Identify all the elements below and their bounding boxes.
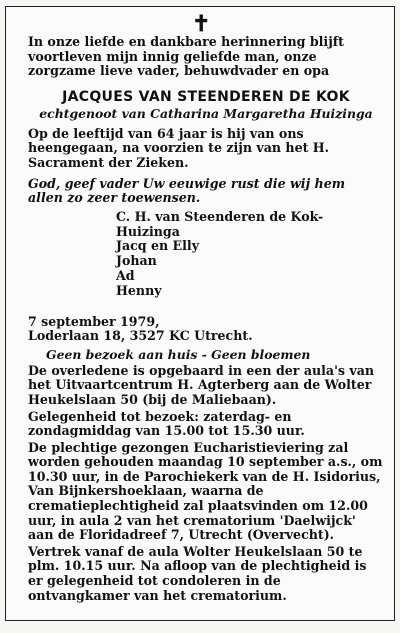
family-member: Henny [116, 282, 162, 298]
spouse-line: echtgenoot van Catharina Margaretha Huizinga [39, 105, 373, 121]
family-member: C. H. van Steenderen de Kok-Huizinga [116, 208, 324, 239]
cross-icon: ✝ [192, 11, 211, 37]
visit-paragraph: Gelegenheid tot bezoek: zaterdag- en zondagmiddag van 15.00 tot 15.30 uur. [28, 408, 305, 439]
laid-out-paragraph: De overledene is opgebaard in een der aula's van het Uitvaartcentrum H. Agterberg aan de Wolter Heukelslaan 50 (bij de Maliebaan). [28, 362, 375, 407]
family-list [116, 210, 384, 299]
prayer-text: God, geef vader Uw eeuwige rust die wij hem allen zo zeer toewensen. [28, 175, 346, 206]
obituary-card [5, 6, 395, 621]
date-line: 7 september 1979, [28, 313, 160, 329]
address-line: Loderlaan 18, 3527 KC Utrecht. [28, 328, 253, 344]
deceased-name: JACQUES VAN STEENDEREN DE KOK [62, 88, 350, 105]
death-notice: Op de leeftijd van 64 jaar is hij van ons heengegaan, na voorzien te zijn van het H. Sacrament der Zieken. [28, 125, 330, 170]
family-member: Jacq en Elly [116, 238, 200, 254]
departure-paragraph: Vertrek vanaf de aula Wolter Heukelslaan 50 te plm. 10.15 uur. Na afloop van de plechtigheid is er gelegenheid tot condoleren in de ontvangkamer van het crematorium. [28, 543, 367, 603]
service-paragraph: De plechtige gezongen Eucharistieviering zal worden gehouden maandag 10 september a.s., om 10.30 uur, in de Parochiekerk van de H. Isidorius, Van Bijnkershoeklaan, waarna de crematieplechtigheid zal plaatsvinden om 12.00 uur, in aula 2 van het crematorium 'Daelwijck' aan de Floridadreef 7, Utrecht (Overvecht). [28, 439, 383, 543]
family-member: Ad [116, 267, 135, 283]
family-member: Johan [116, 253, 157, 269]
no-visit-note: Geen bezoek aan huis - Geen bloemen [46, 346, 311, 362]
intro-text: In onze liefde en dankbare herinnering blijft voortleven mijn innig geliefde man, onze zorgzame lieve vader, behuwdvader en opa [28, 34, 344, 79]
